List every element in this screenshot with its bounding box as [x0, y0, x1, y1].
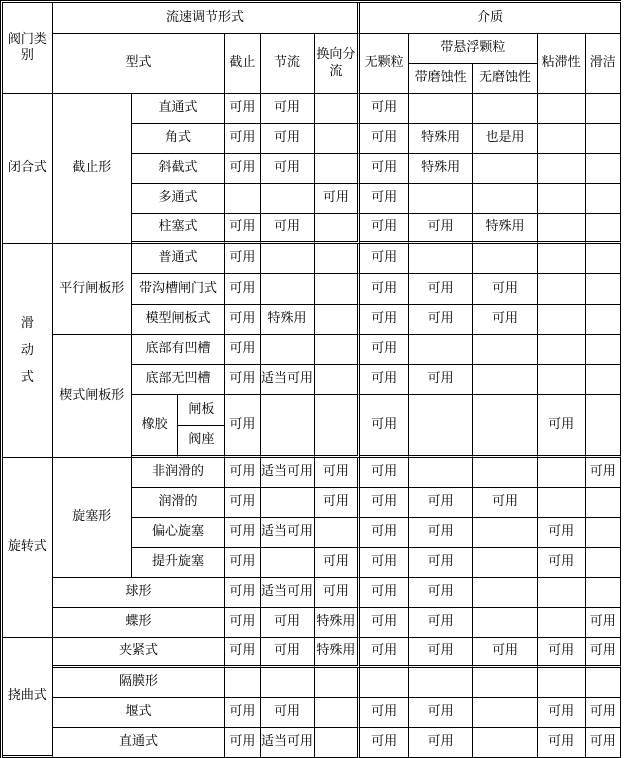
table-cell: 可用: [538, 395, 586, 458]
row-label: 普通式: [132, 244, 225, 274]
table-cell: 可用: [225, 124, 260, 154]
table-cell: [261, 274, 315, 305]
table-cell: [315, 728, 361, 758]
table-cell: 可用: [360, 728, 409, 758]
table-cell: 可用: [473, 274, 537, 305]
table-cell: [261, 668, 315, 698]
row-label: 多通式: [132, 184, 225, 214]
table-cell: 特殊用: [473, 214, 537, 244]
table-cell: 可用: [409, 698, 473, 728]
table-cell: [360, 668, 409, 698]
table-cell: [586, 154, 621, 184]
table-cell: 特殊用: [409, 124, 473, 154]
table-cell: 可用: [225, 488, 260, 518]
table-cell: [315, 274, 361, 305]
table-cell: 可用: [360, 214, 409, 244]
table-cell: [409, 458, 473, 488]
table-cell: 可用: [360, 608, 409, 638]
table-cell: [473, 548, 537, 578]
table-cell: 可用: [360, 335, 409, 365]
table-cell: 可用: [225, 395, 260, 458]
col-header-abrasive: 带磨蚀性: [409, 64, 473, 94]
table-cell: 适当可用: [261, 518, 315, 548]
row-label: 模型闸板式: [132, 305, 225, 335]
table-cell: 可用: [409, 638, 473, 668]
table-cell: 可用: [473, 305, 537, 335]
table-cell: 可用: [360, 244, 409, 274]
table-cell: 可用: [225, 305, 260, 335]
table-cell: [538, 305, 586, 335]
table-cell: [473, 668, 537, 698]
table-cell: 适当可用: [261, 458, 315, 488]
table-cell: 可用: [473, 488, 537, 518]
col-header-viscous: 粘滞性: [538, 34, 586, 94]
table-cell: 可用: [225, 335, 260, 365]
table-cell: [586, 214, 621, 244]
table-cell: 可用: [360, 395, 409, 458]
table-cell: [538, 578, 586, 608]
table-cell: [409, 395, 473, 458]
table-cell: [409, 335, 473, 365]
table-cell: [261, 335, 315, 365]
table-cell: 可用: [225, 518, 260, 548]
table-cell: 可用: [409, 488, 473, 518]
table-cell: 可用: [360, 124, 409, 154]
table-cell: [473, 94, 537, 124]
table-cell: 可用: [538, 698, 586, 728]
table-cell: 可用: [360, 698, 409, 728]
row-label: 夹紧式: [53, 638, 225, 668]
table-cell: 特殊用: [261, 305, 315, 335]
table-cell: 可用: [360, 458, 409, 488]
table-cell: 可用: [409, 548, 473, 578]
table-cell: 可用: [261, 638, 315, 668]
table-cell: [586, 668, 621, 698]
table-cell: 可用: [225, 698, 260, 728]
table-cell: 适当可用: [261, 728, 315, 758]
table-cell: [225, 668, 260, 698]
table-cell: [473, 458, 537, 488]
table-cell: 可用: [409, 608, 473, 638]
row-label: 蝶形: [53, 608, 225, 638]
table-cell: [586, 184, 621, 214]
table-cell: [538, 94, 586, 124]
row-label: 底部无凹槽: [132, 365, 225, 395]
group-slide: [3, 244, 53, 458]
table-cell: 可用: [360, 488, 409, 518]
col-header-shutoff: 截止: [225, 34, 260, 94]
table-cell: [473, 184, 537, 214]
table-cell: [586, 124, 621, 154]
table-cell: 也是用: [473, 124, 537, 154]
table-cell: 可用: [225, 728, 260, 758]
table-cell: 可用: [315, 548, 361, 578]
table-cell: 可用: [360, 154, 409, 184]
table-cell: 可用: [360, 365, 409, 395]
table-cell: 可用: [360, 578, 409, 608]
table-cell: 可用: [409, 518, 473, 548]
table-cell: 可用: [225, 458, 260, 488]
subgroup-globe: [53, 94, 132, 244]
table-cell: [473, 698, 537, 728]
table-cell: [538, 608, 586, 638]
table-cell: 可用: [225, 244, 260, 274]
group-rotary: [3, 458, 53, 638]
row-label: 斜截式: [132, 154, 225, 184]
table-cell: [315, 365, 361, 395]
row-label: 球形: [53, 578, 225, 608]
table-cell: 可用: [538, 548, 586, 578]
table-cell: [409, 94, 473, 124]
table-cell: 可用: [360, 548, 409, 578]
table-cell: 可用: [409, 365, 473, 395]
subgroup-globe-text: 截止形: [72, 160, 112, 176]
table-cell: 可用: [225, 154, 260, 184]
table-cell: 可用: [315, 458, 361, 488]
table-cell: [261, 395, 315, 458]
table-cell: [409, 244, 473, 274]
table-cell: [586, 548, 621, 578]
table-cell: [315, 698, 361, 728]
subgroup-plug: 旋塞形: [53, 458, 132, 578]
col-header-flow-control: 流速调节形式: [53, 3, 360, 34]
group-closed-text: 闭合式: [7, 160, 47, 176]
table-cell: [538, 184, 586, 214]
table-cell: [261, 244, 315, 274]
table-cell: [225, 184, 260, 214]
table-cell: [409, 184, 473, 214]
table-cell: 适当可用: [261, 365, 315, 395]
table-cell: [586, 365, 621, 395]
table-cell: [261, 488, 315, 518]
table-cell: 可用: [360, 518, 409, 548]
group-flex: 挠曲式: [3, 638, 53, 758]
table-cell: [538, 488, 586, 518]
table-cell: [315, 154, 361, 184]
table-cell: [473, 244, 537, 274]
row-label-stack: [178, 395, 225, 458]
table-cell: 可用: [586, 638, 621, 668]
table-cell: [538, 458, 586, 488]
table-cell: [315, 214, 361, 244]
row-label: 润滑的: [132, 488, 225, 518]
table-cell: 可用: [586, 728, 621, 758]
table-cell: 可用: [261, 214, 315, 244]
table-cell: 可用: [225, 578, 260, 608]
table-cell: [538, 214, 586, 244]
row-label: 柱塞式: [132, 214, 225, 244]
table-cell: [473, 608, 537, 638]
table-cell: 可用: [225, 94, 260, 124]
table-cell: 可用: [360, 305, 409, 335]
table-cell: 可用: [225, 638, 260, 668]
table-cell: [473, 335, 537, 365]
table-cell: 可用: [538, 728, 586, 758]
table-cell: [473, 728, 537, 758]
table-cell: 可用: [409, 305, 473, 335]
table-cell: 可用: [225, 365, 260, 395]
col-header-type: 型式: [53, 34, 225, 94]
row-label: 角式: [132, 124, 225, 154]
group-rotary-text: 旋转式: [7, 539, 47, 555]
row-label: 直通式: [53, 728, 225, 758]
row-label: 偏心旋塞: [132, 518, 225, 548]
table-cell: 可用: [261, 154, 315, 184]
table-cell: [315, 124, 361, 154]
col-header-divert: 换向分流: [315, 34, 361, 94]
table-cell: [586, 578, 621, 608]
table-cell: 可用: [360, 94, 409, 124]
row-label: 底部有凹槽: [132, 335, 225, 365]
table-cell: [586, 335, 621, 365]
col-header-throttle: 节流: [261, 34, 315, 94]
table-cell: [538, 365, 586, 395]
row-label: 闸板: [178, 395, 224, 426]
table-cell: [538, 335, 586, 365]
group-slide-text: 滑动式: [20, 315, 34, 386]
table-cell: [315, 94, 361, 124]
table-cell: 可用: [473, 638, 537, 668]
table-cell: 可用: [261, 124, 315, 154]
row-label: 非润滑的: [132, 458, 225, 488]
table-cell: 可用: [315, 184, 361, 214]
table-cell: 可用: [409, 728, 473, 758]
table-cell: 特殊用: [315, 608, 361, 638]
table-cell: 可用: [225, 608, 260, 638]
table-cell: [538, 154, 586, 184]
table-cell: 可用: [315, 488, 361, 518]
table-cell: 可用: [409, 274, 473, 305]
table-cell: 可用: [315, 578, 361, 608]
table-cell: [473, 365, 537, 395]
table-cell: 适当可用: [261, 578, 315, 608]
table-cell: [315, 244, 361, 274]
table-cell: [586, 395, 621, 458]
table-cell: [473, 518, 537, 548]
table-cell: [261, 548, 315, 578]
table-cell: 特殊用: [409, 154, 473, 184]
table-cell: 可用: [261, 698, 315, 728]
table-cell: [315, 518, 361, 548]
table-cell: [538, 274, 586, 305]
table-cell: [538, 124, 586, 154]
table-cell: [538, 244, 586, 274]
row-label: 提升旋塞: [132, 548, 225, 578]
table-cell: [473, 154, 537, 184]
row-label: 阀座: [188, 432, 215, 448]
row-label: 隔膜形: [53, 668, 225, 698]
subgroup-wedge-gate: 楔式闸板形: [53, 335, 132, 458]
table-cell: 可用: [586, 698, 621, 728]
group-closed: [3, 94, 53, 244]
table-cell: 可用: [225, 214, 260, 244]
table-cell: [261, 184, 315, 214]
col-header-non-abrasive: 无磨蚀性: [473, 64, 537, 94]
table-cell: [473, 578, 537, 608]
table-cell: [315, 305, 361, 335]
table-cell: [315, 335, 361, 365]
table-cell: 可用: [360, 638, 409, 668]
table-cell: [473, 395, 537, 458]
table-cell: [586, 244, 621, 274]
col-header-suspended: 带悬浮颗粒: [409, 34, 538, 64]
row-label: 堰式: [53, 698, 225, 728]
row-label: 带沟槽闸门式: [132, 274, 225, 305]
subgroup-parallel-gate: 平行闸板形: [53, 244, 132, 335]
subgroup-rubber: 橡胶: [132, 395, 179, 458]
table-cell: 可用: [360, 184, 409, 214]
table-cell: [586, 518, 621, 548]
table-cell: [315, 668, 361, 698]
table-cell: 特殊用: [315, 638, 361, 668]
table-cell: [315, 395, 361, 458]
table-cell: [538, 668, 586, 698]
table-cell: 可用: [409, 214, 473, 244]
table-cell: 可用: [409, 578, 473, 608]
table-cell: 可用: [538, 518, 586, 548]
table-cell: [586, 305, 621, 335]
col-header-no-particles: 无颗粒: [360, 34, 409, 94]
table-cell: [409, 668, 473, 698]
table-cell: 可用: [586, 458, 621, 488]
table-cell: 可用: [261, 608, 315, 638]
col-header-slurry: 滑洁: [586, 34, 621, 94]
table-cell: 可用: [586, 608, 621, 638]
table-cell: [586, 488, 621, 518]
table-cell: 可用: [360, 274, 409, 305]
col-header-category: 阀门类别: [3, 3, 53, 94]
table-cell: [586, 94, 621, 124]
table-cell: [586, 274, 621, 305]
table-cell: 可用: [225, 548, 260, 578]
table-cell: 可用: [261, 94, 315, 124]
table-cell: 可用: [225, 274, 260, 305]
col-header-medium: 介质: [360, 3, 621, 34]
row-label: 直通式: [132, 94, 225, 124]
table-cell: 可用: [538, 638, 586, 668]
